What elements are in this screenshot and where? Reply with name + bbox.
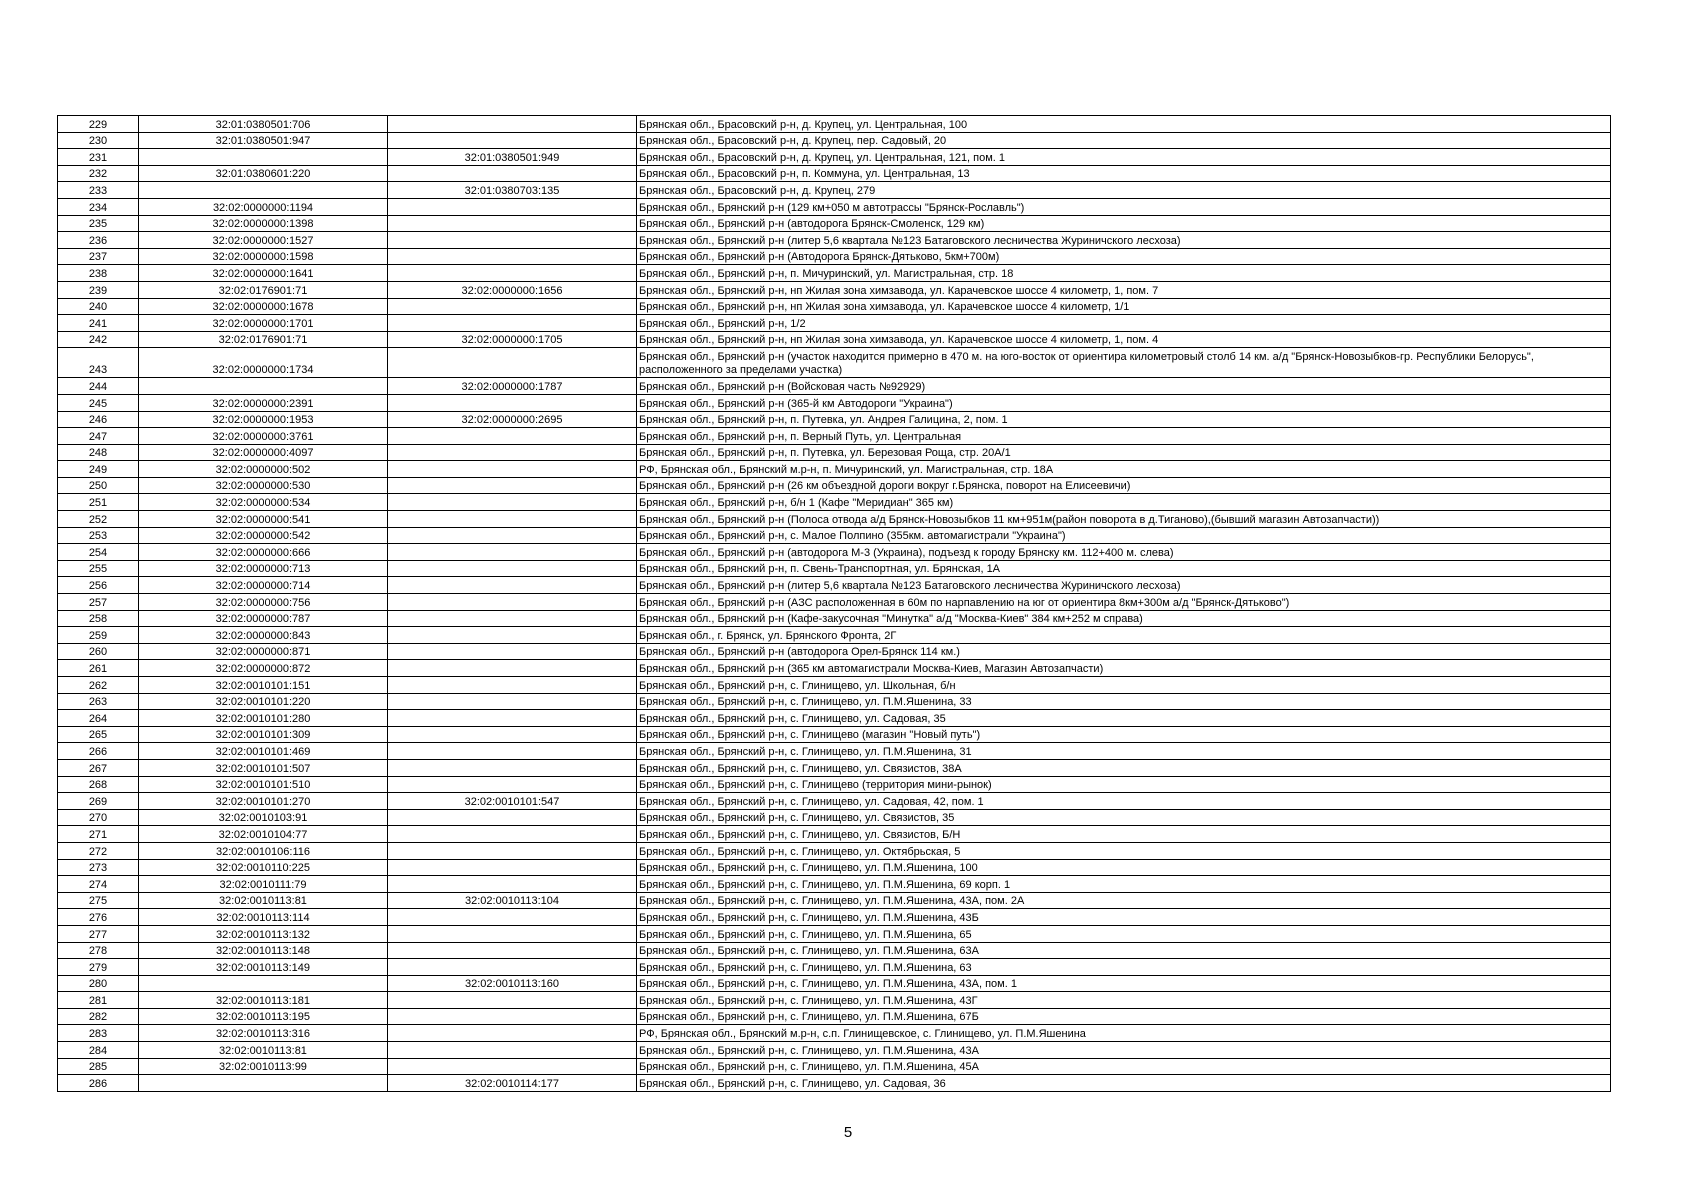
- address-cell: Брянская обл., Брянский р-н, нп Жилая зона химзавода, ул. Карачевское шоссе 4 километр, 1, пом. 7: [637, 281, 1611, 298]
- address-cell: Брянская обл., Брянский р-н, с. Глинищево, ул. П.М.Яшенина, 65: [637, 925, 1611, 942]
- address-cell: Брянская обл., Брянский р-н, с. Глинищево, ул. П.М.Яшенина, 45А: [637, 1058, 1611, 1075]
- row-number-cell: 261: [58, 660, 139, 677]
- address-cell: Брянская обл., Брянский р-н, с. Глинищево, ул. Садовая, 35: [637, 710, 1611, 727]
- parent-cadastral-number-cell: [388, 232, 637, 249]
- table-row: [58, 594, 1611, 611]
- cadastral-number-cell: 32:02:0000000:1527: [139, 232, 388, 249]
- parent-cadastral-number-cell: [388, 859, 637, 876]
- parent-cadastral-number-cell: [388, 461, 637, 478]
- parent-cadastral-number-cell: [388, 660, 637, 677]
- table-row: [58, 809, 1611, 826]
- address-cell: Брянская обл., Брянский р-н (26 км объездной дороги вокруг г.Брянска, поворот на Елисеевичи): [637, 477, 1611, 494]
- address-cell: Брянская обл., Брянский р-н, с. Глинищево, ул. Школьная, б/н: [637, 677, 1611, 694]
- parent-cadastral-number-cell: [388, 265, 637, 282]
- cadastral-number-cell: [139, 1075, 388, 1092]
- address-cell: Брянская обл., Брянский р-н, с. Глинищево (магазин "Новый путь"): [637, 726, 1611, 743]
- parent-cadastral-number-cell: [388, 992, 637, 1009]
- table-row: [58, 876, 1611, 893]
- parent-cadastral-number-cell: [388, 215, 637, 232]
- row-number-cell: 233: [58, 182, 139, 199]
- row-number-cell: 272: [58, 842, 139, 859]
- cadastral-number-cell: 32:02:0010101:510: [139, 776, 388, 793]
- parent-cadastral-number-cell: [388, 693, 637, 710]
- row-number-cell: 270: [58, 809, 139, 826]
- cadastral-number-cell: 32:02:0000000:843: [139, 627, 388, 644]
- cadastral-number-cell: 32:02:0010113:181: [139, 992, 388, 1009]
- address-cell: Брянская обл., Брянский р-н, с. Глинищево, ул. П.М.Яшенина, 43А, пом. 2А: [637, 892, 1611, 909]
- parent-cadastral-number-cell: [388, 116, 637, 133]
- cadastral-number-cell: 32:02:0000000:1398: [139, 215, 388, 232]
- address-cell: Брянская обл., Брянский р-н (автодорога Брянск-Смоленск, 129 км): [637, 215, 1611, 232]
- table-row: [58, 265, 1611, 282]
- parent-cadastral-number-cell: [388, 477, 637, 494]
- parent-cadastral-number-cell: [388, 942, 637, 959]
- row-number-cell: 242: [58, 331, 139, 348]
- row-number-cell: 235: [58, 215, 139, 232]
- table-row: [58, 859, 1611, 876]
- row-number-cell: 276: [58, 909, 139, 926]
- cadastral-number-cell: 32:02:0000000:502: [139, 461, 388, 478]
- address-cell: Брянская обл., Брянский р-н, нп Жилая зона химзавода, ул. Карачевское шоссе 4 километр, 1, пом. 4: [637, 331, 1611, 348]
- address-cell: Брянская обл., г. Брянск, ул. Брянского Фронта, 2Г: [637, 627, 1611, 644]
- table-row: [58, 826, 1611, 843]
- row-number-cell: 260: [58, 643, 139, 660]
- parent-cadastral-number-cell: [388, 315, 637, 332]
- table-row: [58, 182, 1611, 199]
- parent-cadastral-number-cell: [388, 826, 637, 843]
- address-cell: РФ, Брянская обл., Брянский м.р-н, п. Мичуринский, ул. Магистральная, стр. 18А: [637, 461, 1611, 478]
- parent-cadastral-number-cell: [388, 959, 637, 976]
- row-number-cell: 252: [58, 511, 139, 528]
- parent-cadastral-number-cell: [388, 1008, 637, 1025]
- cadastral-number-cell: 32:02:0010113:316: [139, 1025, 388, 1042]
- row-number-cell: 231: [58, 149, 139, 166]
- row-number-cell: 286: [58, 1075, 139, 1092]
- parent-cadastral-number-cell: 32:02:0000000:1656: [388, 281, 637, 298]
- cadastral-number-cell: 32:02:0010113:81: [139, 892, 388, 909]
- table-row: [58, 1075, 1611, 1092]
- cadastral-number-cell: 32:02:0000000:1953: [139, 411, 388, 428]
- address-cell: Брянская обл., Брянский р-н, с. Глинищево, ул. Садовая, 42, пом. 1: [637, 793, 1611, 810]
- cadastral-number-cell: 32:02:0000000:542: [139, 527, 388, 544]
- row-number-cell: 284: [58, 1042, 139, 1059]
- parent-cadastral-number-cell: [388, 428, 637, 445]
- table-row: [58, 511, 1611, 528]
- row-number-cell: 264: [58, 710, 139, 727]
- cadastral-number-cell: [139, 975, 388, 992]
- cadastral-number-cell: 32:02:0000000:1701: [139, 315, 388, 332]
- address-cell: Брянская обл., Брянский р-н, с. Глинищево, ул. П.М.Яшенина, 69 корп. 1: [637, 876, 1611, 893]
- row-number-cell: 269: [58, 793, 139, 810]
- cadastral-number-cell: 32:02:0000000:714: [139, 577, 388, 594]
- table-row: [58, 428, 1611, 445]
- table-row: [58, 132, 1611, 149]
- row-number-cell: 271: [58, 826, 139, 843]
- row-number-cell: 266: [58, 743, 139, 760]
- cadastral-number-cell: 32:02:0176901:71: [139, 331, 388, 348]
- address-cell: Брянская обл., Брасовский р-н, д. Крупец, ул. Центральная, 100: [637, 116, 1611, 133]
- cadastral-number-cell: 32:02:0010113:149: [139, 959, 388, 976]
- parent-cadastral-number-cell: [388, 560, 637, 577]
- parent-cadastral-number-cell: [388, 298, 637, 315]
- row-number-cell: 230: [58, 132, 139, 149]
- address-cell: Брянская обл., Брянский р-н, с. Глинищево (территория мини-рынок): [637, 776, 1611, 793]
- row-number-cell: 239: [58, 281, 139, 298]
- table-row: [58, 394, 1611, 411]
- cadastral-number-cell: 32:02:0000000:4097: [139, 444, 388, 461]
- address-cell: Брянская обл., Брянский р-н, с. Глинищево, ул. П.М.Яшенина, 43А, пом. 1: [637, 975, 1611, 992]
- parent-cadastral-number-cell: [388, 876, 637, 893]
- row-number-cell: 285: [58, 1058, 139, 1075]
- table-row: [58, 627, 1611, 644]
- table-row: [58, 992, 1611, 1009]
- row-number-cell: 248: [58, 444, 139, 461]
- table-row: [58, 610, 1611, 627]
- address-cell: Брянская обл., Брянский р-н, с. Глинищево, ул. П.М.Яшенина, 43А: [637, 1042, 1611, 1059]
- cadastral-number-cell: 32:02:0010113:114: [139, 909, 388, 926]
- address-cell: Брянская обл., Брянский р-н, с. Глинищево, ул. Октябрьская, 5: [637, 842, 1611, 859]
- row-number-cell: 234: [58, 198, 139, 215]
- parent-cadastral-number-cell: [388, 610, 637, 627]
- parent-cadastral-number-cell: [388, 677, 637, 694]
- table-row: [58, 1008, 1611, 1025]
- table-row: [58, 726, 1611, 743]
- row-number-cell: 279: [58, 959, 139, 976]
- address-cell: Брянская обл., Брянский р-н (Кафе-закусочная "Минутка" а/д "Москва-Киев" 384 км+252 м справа): [637, 610, 1611, 627]
- row-number-cell: 280: [58, 975, 139, 992]
- parent-cadastral-number-cell: [388, 594, 637, 611]
- parent-cadastral-number-cell: [388, 577, 637, 594]
- table-row: [58, 776, 1611, 793]
- parent-cadastral-number-cell: [388, 759, 637, 776]
- cadastral-number-cell: 32:02:0000000:1678: [139, 298, 388, 315]
- table-row: [58, 315, 1611, 332]
- parent-cadastral-number-cell: [388, 809, 637, 826]
- table-row: [58, 198, 1611, 215]
- row-number-cell: 237: [58, 248, 139, 265]
- cadastral-number-cell: 32:02:0000000:787: [139, 610, 388, 627]
- address-cell: Брянская обл., Брянский р-н, с. Глинищево, ул. Связистов, 38А: [637, 759, 1611, 776]
- address-cell: Брянская обл., Брасовский р-н, д. Крупец, 279: [637, 182, 1611, 199]
- table-row: [58, 677, 1611, 694]
- table-row: [58, 461, 1611, 478]
- table-row: [58, 527, 1611, 544]
- table-row: [58, 149, 1611, 166]
- parent-cadastral-number-cell: [388, 743, 637, 760]
- cadastral-number-cell: 32:02:0010104:77: [139, 826, 388, 843]
- parent-cadastral-number-cell: [388, 132, 637, 149]
- table-row: [58, 348, 1611, 378]
- row-number-cell: 278: [58, 942, 139, 959]
- table-row: [58, 1042, 1611, 1059]
- address-cell: Брянская обл., Брянский р-н, с. Глинищево, ул. П.М.Яшенина, 100: [637, 859, 1611, 876]
- table-row: [58, 925, 1611, 942]
- parent-cadastral-number-cell: 32:02:0010101:547: [388, 793, 637, 810]
- cadastral-number-cell: 32:02:0010101:280: [139, 710, 388, 727]
- cadastral-number-cell: [139, 378, 388, 395]
- table-row: [58, 909, 1611, 926]
- table-row: [58, 842, 1611, 859]
- parent-cadastral-number-cell: [388, 726, 637, 743]
- address-cell: Брянская обл., Брянский р-н (литер 5,6 квартала №123 Батаговского лесничества Журиничского лесхоза): [637, 577, 1611, 594]
- table-row: [58, 759, 1611, 776]
- address-cell: Брянская обл., Брянский р-н, с. Глинищево, ул. Связистов, Б/Н: [637, 826, 1611, 843]
- table-row: [58, 710, 1611, 727]
- row-number-cell: 249: [58, 461, 139, 478]
- table-row: [58, 248, 1611, 265]
- row-number-cell: 275: [58, 892, 139, 909]
- parent-cadastral-number-cell: 32:02:0000000:1705: [388, 331, 637, 348]
- table-row: [58, 215, 1611, 232]
- cadastral-number-cell: 32:02:0010113:195: [139, 1008, 388, 1025]
- cadastral-number-cell: 32:02:0000000:1641: [139, 265, 388, 282]
- parent-cadastral-number-cell: 32:02:0010113:160: [388, 975, 637, 992]
- row-number-cell: 265: [58, 726, 139, 743]
- parent-cadastral-number-cell: 32:02:0000000:1787: [388, 378, 637, 395]
- address-cell: Брянская обл., Брянский р-н, с. Глинищево, ул. Связистов, 35: [637, 809, 1611, 826]
- parent-cadastral-number-cell: [388, 842, 637, 859]
- row-number-cell: 246: [58, 411, 139, 428]
- page-number: 5: [843, 1124, 853, 1141]
- row-number-cell: 244: [58, 378, 139, 395]
- row-number-cell: 259: [58, 627, 139, 644]
- parent-cadastral-number-cell: [388, 1042, 637, 1059]
- address-cell: Брянская обл., Брянский р-н, п. Путевка, ул. Березовая Роща, стр. 20А/1: [637, 444, 1611, 461]
- address-cell: Брянская обл., Брасовский р-н, п. Коммуна, ул. Центральная, 13: [637, 165, 1611, 182]
- row-number-cell: 274: [58, 876, 139, 893]
- parent-cadastral-number-cell: [388, 909, 637, 926]
- table-row: [58, 1058, 1611, 1075]
- cadastral-number-cell: 32:02:0010113:99: [139, 1058, 388, 1075]
- parent-cadastral-number-cell: 32:02:0010113:104: [388, 892, 637, 909]
- address-cell: Брянская обл., Брянский р-н, с. Глинищево, ул. П.М.Яшенина, 33: [637, 693, 1611, 710]
- cadastral-number-cell: 32:02:0010113:148: [139, 942, 388, 959]
- table-row: [58, 560, 1611, 577]
- parent-cadastral-number-cell: [388, 494, 637, 511]
- table-row: [58, 693, 1611, 710]
- row-number-cell: 263: [58, 693, 139, 710]
- parent-cadastral-number-cell: [388, 394, 637, 411]
- cadastral-number-cell: 32:02:0000000:713: [139, 560, 388, 577]
- row-number-cell: 245: [58, 394, 139, 411]
- parent-cadastral-number-cell: [388, 710, 637, 727]
- cadastral-number-cell: 32:01:0380501:947: [139, 132, 388, 149]
- cadastral-number-cell: 32:02:0000000:1734: [139, 348, 388, 378]
- row-number-cell: 243: [58, 348, 139, 378]
- row-number-cell: 253: [58, 527, 139, 544]
- parent-cadastral-number-cell: [388, 198, 637, 215]
- row-number-cell: 256: [58, 577, 139, 594]
- parent-cadastral-number-cell: [388, 248, 637, 265]
- cadastral-number-cell: 32:02:0010111:79: [139, 876, 388, 893]
- table-row: [58, 494, 1611, 511]
- row-number-cell: 241: [58, 315, 139, 332]
- table-row: [58, 1025, 1611, 1042]
- parent-cadastral-number-cell: [388, 1025, 637, 1042]
- table-row: [58, 411, 1611, 428]
- table-row: [58, 116, 1611, 133]
- address-cell: Брянская обл., Брянский р-н, с. Глинищево, ул. П.М.Яшенина, 67Б: [637, 1008, 1611, 1025]
- parent-cadastral-number-cell: [388, 1058, 637, 1075]
- row-number-cell: 268: [58, 776, 139, 793]
- address-cell: Брянская обл., Брянский р-н (участок находится примерно в 470 м. на юго-восток от ориентира километровый столб 14 км. а/д "Брянск-Новозыбков-гр. Республики Белорусь", расположенного за пределами участка): [637, 348, 1611, 378]
- table-row: [58, 959, 1611, 976]
- address-cell: Брянская обл., Брянский р-н (Автодорога Брянск-Дятьково, 5км+700м): [637, 248, 1611, 265]
- registry-table-body: [58, 116, 1611, 1092]
- address-cell: РФ, Брянская обл., Брянский м.р-н, с.п. Глинищевское, с. Глинищево, ул. П.М.Яшенина: [637, 1025, 1611, 1042]
- table-row: [58, 577, 1611, 594]
- cadastral-number-cell: 32:02:0010110:225: [139, 859, 388, 876]
- row-number-cell: 283: [58, 1025, 139, 1042]
- table-row: [58, 975, 1611, 992]
- address-cell: Брянская обл., Брянский р-н (АЗС расположенная в 60м по нарпавлению на юг от ориентира 8км+300м а/д "Брянск-Дятьково"): [637, 594, 1611, 611]
- cadastral-number-cell: 32:02:0010101:469: [139, 743, 388, 760]
- address-cell: Брянская обл., Брянский р-н (365-й км Автодороги "Украина"): [637, 394, 1611, 411]
- cadastral-number-cell: [139, 182, 388, 199]
- row-number-cell: 250: [58, 477, 139, 494]
- row-number-cell: 258: [58, 610, 139, 627]
- parent-cadastral-number-cell: [388, 527, 637, 544]
- row-number-cell: 251: [58, 494, 139, 511]
- address-cell: Брянская обл., Брянский р-н, с. Глинищево, ул. П.М.Яшенина, 63: [637, 959, 1611, 976]
- property-registry-table: [57, 115, 1611, 1092]
- address-cell: Брянская обл., Брянский р-н (Войсковая часть №92929): [637, 378, 1611, 395]
- row-number-cell: 232: [58, 165, 139, 182]
- address-cell: Брянская обл., Брянский р-н, б/н 1 (Кафе "Меридиан" 365 км): [637, 494, 1611, 511]
- cadastral-number-cell: 32:02:0000000:3761: [139, 428, 388, 445]
- cadastral-number-cell: 32:02:0010106:116: [139, 842, 388, 859]
- address-cell: Брянская обл., Брянский р-н, с. Глинищево, ул. П.М.Яшенина, 43Г: [637, 992, 1611, 1009]
- parent-cadastral-number-cell: [388, 776, 637, 793]
- row-number-cell: 229: [58, 116, 139, 133]
- row-number-cell: 240: [58, 298, 139, 315]
- address-cell: Брянская обл., Брянский р-н, п. Свень-Транспортная, ул. Брянская, 1А: [637, 560, 1611, 577]
- cadastral-number-cell: 32:02:0000000:756: [139, 594, 388, 611]
- cadastral-number-cell: 32:02:0176901:71: [139, 281, 388, 298]
- cadastral-number-cell: 32:02:0000000:871: [139, 643, 388, 660]
- cadastral-number-cell: 32:01:0380501:706: [139, 116, 388, 133]
- parent-cadastral-number-cell: [388, 165, 637, 182]
- parent-cadastral-number-cell: [388, 444, 637, 461]
- table-row: [58, 281, 1611, 298]
- table-row: [58, 298, 1611, 315]
- address-cell: Брянская обл., Брянский р-н, с. Глинищево, ул. П.М.Яшенина, 63А: [637, 942, 1611, 959]
- row-number-cell: 277: [58, 925, 139, 942]
- row-number-cell: 236: [58, 232, 139, 249]
- row-number-cell: 238: [58, 265, 139, 282]
- cadastral-number-cell: 32:02:0000000:530: [139, 477, 388, 494]
- cadastral-number-cell: 32:02:0000000:2391: [139, 394, 388, 411]
- table-row: [58, 378, 1611, 395]
- cadastral-number-cell: 32:02:0000000:534: [139, 494, 388, 511]
- row-number-cell: 254: [58, 544, 139, 561]
- table-row: [58, 232, 1611, 249]
- table-row: [58, 942, 1611, 959]
- row-number-cell: 267: [58, 759, 139, 776]
- row-number-cell: 281: [58, 992, 139, 1009]
- parent-cadastral-number-cell: [388, 348, 637, 378]
- cadastral-number-cell: 32:02:0010101:270: [139, 793, 388, 810]
- cadastral-number-cell: 32:02:0000000:872: [139, 660, 388, 677]
- parent-cadastral-number-cell: [388, 511, 637, 528]
- address-cell: Брянская обл., Брянский р-н, п. Верный Путь, ул. Центральная: [637, 428, 1611, 445]
- table-row: [58, 892, 1611, 909]
- table-row: [58, 331, 1611, 348]
- address-cell: Брянская обл., Брянский р-н, 1/2: [637, 315, 1611, 332]
- address-cell: Брянская обл., Брянский р-н, п. Мичуринский, ул. Магистральная, стр. 18: [637, 265, 1611, 282]
- address-cell: Брянская обл., Брянский р-н, нп Жилая зона химзавода, ул. Карачевское шоссе 4 километр, 1/1: [637, 298, 1611, 315]
- cadastral-number-cell: 32:02:0010103:91: [139, 809, 388, 826]
- cadastral-number-cell: 32:02:0000000:1194: [139, 198, 388, 215]
- cadastral-number-cell: 32:02:0010113:81: [139, 1042, 388, 1059]
- parent-cadastral-number-cell: 32:02:0010114:177: [388, 1075, 637, 1092]
- parent-cadastral-number-cell: [388, 643, 637, 660]
- address-cell: Брянская обл., Брянский р-н, с. Малое Полпино (355км. автомагистрали "Украина"): [637, 527, 1611, 544]
- cadastral-number-cell: 32:02:0010101:220: [139, 693, 388, 710]
- parent-cadastral-number-cell: 32:01:0380703:135: [388, 182, 637, 199]
- table-row: [58, 643, 1611, 660]
- table-row: [58, 544, 1611, 561]
- cadastral-number-cell: 32:02:0010101:507: [139, 759, 388, 776]
- row-number-cell: 262: [58, 677, 139, 694]
- row-number-cell: 282: [58, 1008, 139, 1025]
- table-row: [58, 165, 1611, 182]
- address-cell: Брянская обл., Брянский р-н, п. Путевка, ул. Андрея Галицина, 2, пом. 1: [637, 411, 1611, 428]
- row-number-cell: 255: [58, 560, 139, 577]
- row-number-cell: 273: [58, 859, 139, 876]
- address-cell: Брянская обл., Брянский р-н (Полоса отвода а/д Брянск-Новозыбков 11 км+951м(район поворота в д.Тиганово),(бывший магазин Автозапчасти)): [637, 511, 1611, 528]
- row-number-cell: 257: [58, 594, 139, 611]
- cadastral-number-cell: 32:02:0010113:132: [139, 925, 388, 942]
- cadastral-number-cell: 32:02:0000000:1598: [139, 248, 388, 265]
- address-cell: Брянская обл., Брянский р-н (автодорога М-3 (Украина), подъезд к городу Брянску км. 112+400 м. слева): [637, 544, 1611, 561]
- row-number-cell: 247: [58, 428, 139, 445]
- address-cell: Брянская обл., Брянский р-н, с. Глинищево, ул. П.М.Яшенина, 31: [637, 743, 1611, 760]
- cadastral-number-cell: 32:02:0000000:666: [139, 544, 388, 561]
- address-cell: Брянская обл., Брасовский р-н, д. Крупец, пер. Садовый, 20: [637, 132, 1611, 149]
- table-row: [58, 743, 1611, 760]
- cadastral-number-cell: 32:01:0380601:220: [139, 165, 388, 182]
- address-cell: Брянская обл., Брянский р-н (129 км+050 м автотрассы "Брянск-Рославль"): [637, 198, 1611, 215]
- parent-cadastral-number-cell: 32:01:0380501:949: [388, 149, 637, 166]
- parent-cadastral-number-cell: [388, 544, 637, 561]
- table-row: [58, 660, 1611, 677]
- table-row: [58, 477, 1611, 494]
- table-row: [58, 793, 1611, 810]
- cadastral-number-cell: 32:02:0010101:151: [139, 677, 388, 694]
- cadastral-number-cell: 32:02:0010101:309: [139, 726, 388, 743]
- table-row: [58, 444, 1611, 461]
- parent-cadastral-number-cell: 32:02:0000000:2695: [388, 411, 637, 428]
- cadastral-number-cell: [139, 149, 388, 166]
- parent-cadastral-number-cell: [388, 627, 637, 644]
- address-cell: Брянская обл., Брянский р-н (литер 5,6 квартала №123 Батаговского лесничества Журиничского лесхоза): [637, 232, 1611, 249]
- address-cell: Брянская обл., Брянский р-н (автодорога Орел-Брянск 114 км.): [637, 643, 1611, 660]
- address-cell: Брянская обл., Брянский р-н, с. Глинищево, ул. Садовая, 36: [637, 1075, 1611, 1092]
- address-cell: Брянская обл., Брасовский р-н, д. Крупец, ул. Центральная, 121, пом. 1: [637, 149, 1611, 166]
- parent-cadastral-number-cell: [388, 925, 637, 942]
- address-cell: Брянская обл., Брянский р-н (365 км автомагистрали Москва-Киев, Магазин Автозапчасти): [637, 660, 1611, 677]
- address-cell: Брянская обл., Брянский р-н, с. Глинищево, ул. П.М.Яшенина, 43Б: [637, 909, 1611, 926]
- cadastral-number-cell: 32:02:0000000:541: [139, 511, 388, 528]
